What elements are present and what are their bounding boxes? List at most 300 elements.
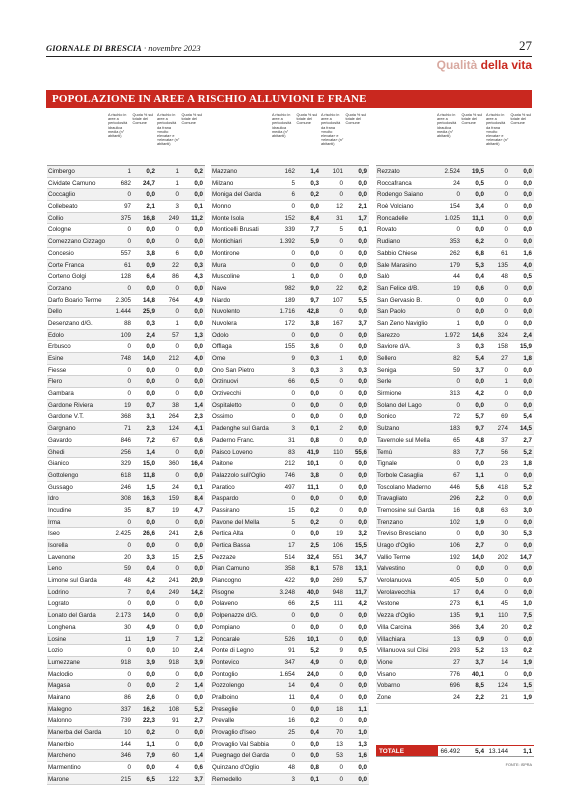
comune-name: Zone: [377, 693, 392, 701]
residents-landslide: 0: [504, 401, 508, 409]
share-flood: 3,9: [146, 658, 155, 666]
share-landslide: 0,5: [523, 273, 532, 281]
share-landslide: 2,7: [523, 436, 532, 444]
total-label: TOTALE: [376, 746, 438, 756]
residents-flood: 347: [284, 658, 295, 666]
residents-flood: 846: [120, 436, 131, 444]
share-flood: 7,9: [146, 752, 155, 760]
share-landslide: 5,2: [523, 448, 532, 456]
residents-flood: 1: [456, 319, 460, 327]
share-landslide: 0,0: [358, 249, 367, 257]
share-landslide: 0,0: [523, 238, 532, 246]
share-landslide: 0,0: [358, 471, 367, 479]
residents-landslide: 264: [168, 413, 179, 421]
comune-name: Paspardo: [212, 495, 239, 503]
share-flood: 40,1: [471, 670, 484, 678]
table-row: [211, 762, 369, 774]
share-flood: 0,0: [310, 390, 319, 398]
comune-name: Lograto: [48, 600, 69, 608]
share-flood: 0,3: [310, 366, 319, 374]
share-flood: 2,7: [475, 542, 484, 549]
residents-landslide: 0: [175, 191, 179, 199]
comune-name: Flero: [48, 378, 63, 386]
comune-name: Polpenazze d/G.: [212, 612, 258, 620]
comune-name: Marmentino: [48, 764, 81, 772]
residents-flood: 24: [453, 179, 460, 187]
residents-flood: 1.392: [279, 238, 295, 246]
share-flood: 0,8: [310, 764, 319, 772]
residents-flood: 5: [291, 518, 295, 526]
residents-flood: 48: [288, 764, 295, 772]
share-landslide: 0,0: [523, 401, 532, 409]
residents-flood: 44: [453, 273, 460, 281]
table-row: [211, 388, 369, 400]
share-flood: 5,2: [475, 647, 484, 655]
table-row: [47, 435, 205, 447]
share-landslide: 0,0: [523, 168, 532, 175]
residents-flood: 0: [291, 623, 295, 631]
share-flood: 3,7: [475, 658, 484, 666]
newspaper-name: GIORNALE DI BRESCIA: [46, 43, 142, 53]
table-row: [376, 283, 534, 295]
share-landslide: 0,0: [194, 600, 203, 608]
share-landslide: 1,2: [194, 635, 203, 643]
share-landslide: 0,0: [194, 191, 203, 199]
share-flood: 2,6: [146, 693, 155, 701]
share-flood: 0,0: [146, 238, 155, 246]
share-flood: 2,2: [475, 693, 484, 701]
residents-flood: 162: [284, 168, 295, 175]
comune-name: Gardone V.T.: [48, 413, 84, 421]
comune-name: Lonato del Garda: [48, 612, 96, 620]
table-row: [211, 213, 369, 225]
comune-name: Iseo: [48, 530, 60, 538]
table-row: [376, 575, 534, 587]
comune-name: Passirano: [212, 506, 240, 514]
share-flood: 8,4: [310, 214, 319, 222]
share-landslide: 1,6: [358, 752, 367, 760]
share-landslide: 0,0: [358, 191, 367, 199]
residents-flood: 1.654: [279, 670, 295, 678]
residents-flood: 514: [284, 553, 295, 561]
table-row: [211, 260, 369, 272]
comune-name: Marcheno: [48, 752, 76, 760]
residents-landslide: 21: [501, 693, 508, 701]
table-row: [211, 178, 369, 190]
share-landslide: 0,0: [523, 308, 532, 316]
table-row: [376, 166, 534, 178]
share-landslide: 0,0: [194, 565, 203, 573]
share-flood: 0,0: [310, 261, 319, 269]
comune-name: Tavernole sul Mella: [377, 436, 430, 444]
table-row: [47, 178, 205, 190]
residents-landslide: 0: [175, 565, 179, 573]
share-flood: 0,9: [475, 635, 484, 643]
comune-name: Manerbio: [48, 740, 74, 748]
comune-name: Preseglie: [212, 705, 238, 713]
table-row: [211, 330, 369, 342]
residents-landslide: 0: [175, 390, 179, 398]
comune-name: Edolo: [48, 331, 64, 339]
comune-name: Verolavecchia: [377, 588, 416, 596]
comune-name: Sarezzo: [377, 331, 400, 339]
share-landslide: 0,6: [194, 436, 203, 444]
table-row: [47, 295, 205, 307]
table-row: [47, 692, 205, 704]
share-flood: 0,0: [475, 308, 484, 316]
share-flood: 0,0: [475, 319, 484, 327]
table-row: [47, 306, 205, 318]
residents-flood: 0: [291, 530, 295, 538]
share-flood: 14,0: [471, 553, 484, 561]
comune-name: Pertica Alta: [212, 530, 244, 538]
share-landslide: 0,0: [194, 729, 203, 736]
comune-name: Puegnago del Garda: [212, 752, 270, 760]
share-flood: 0,2: [146, 729, 155, 736]
share-flood: 0,6: [475, 284, 484, 292]
share-landslide: 0,0: [194, 179, 203, 187]
table-row: [211, 669, 369, 681]
table-row: [211, 423, 369, 435]
residents-flood: 215: [120, 775, 131, 783]
residents-flood: 0: [456, 308, 460, 316]
share-landslide: 4,1: [194, 425, 203, 433]
share-landslide: 5,2: [523, 483, 532, 491]
table-row: [376, 692, 534, 704]
residents-flood: 1.716: [279, 308, 295, 316]
comune-name: Incudine: [48, 506, 72, 514]
comune-name: Provaglio d'Iseo: [212, 729, 256, 736]
table-row: [47, 645, 205, 657]
residents-flood: 189: [284, 296, 295, 304]
residents-flood: 0: [456, 226, 460, 234]
comune-name: Serle: [377, 378, 392, 386]
residents-flood: 88: [124, 319, 131, 327]
table-row: [47, 330, 205, 342]
comune-name: Monno: [212, 203, 231, 211]
comune-name: Mura: [212, 261, 227, 269]
share-flood: 6,4: [146, 273, 155, 281]
table-row: [376, 411, 534, 423]
comune-name: Rovato: [377, 226, 397, 234]
residents-flood: 3: [291, 425, 295, 433]
share-landslide: 0,0: [358, 670, 367, 678]
residents-landslide: 948: [332, 588, 343, 596]
share-flood: 11,1: [472, 214, 484, 222]
share-landslide: 0,0: [194, 284, 203, 292]
residents-landslide: 0: [339, 343, 343, 351]
share-landslide: 0,0: [523, 179, 532, 187]
share-landslide: 4,3: [194, 273, 203, 281]
share-landslide: 0,0: [358, 483, 367, 491]
residents-landslide: 0: [504, 191, 508, 199]
comune-name: Corte Franca: [48, 261, 85, 269]
table-row: [376, 224, 534, 236]
table-row: [47, 598, 205, 610]
residents-flood: 179: [449, 261, 460, 269]
share-landslide: 0,0: [194, 693, 203, 701]
table-row: [376, 388, 534, 400]
comune-name: Fiesse: [48, 366, 67, 374]
share-landslide: 0,0: [523, 565, 532, 573]
comune-name: Roncadelle: [377, 214, 408, 222]
share-landslide: 0,0: [194, 366, 203, 374]
residents-landslide: 212: [168, 355, 179, 362]
table-row: [47, 376, 205, 388]
share-landslide: 0,0: [358, 717, 367, 725]
share-landslide: 0,1: [194, 483, 203, 491]
residents-landslide: 13: [336, 740, 343, 748]
share-flood: 0,3: [146, 319, 155, 327]
share-flood: 24,0: [306, 670, 319, 678]
comune-name: Malegno: [48, 705, 72, 713]
residents-landslide: 0: [504, 565, 508, 573]
residents-flood: 7: [127, 588, 131, 596]
comune-name: Villachiara: [377, 635, 406, 643]
residents-flood: 19: [124, 401, 131, 409]
share-landslide: 0,0: [358, 179, 367, 187]
residents-landslide: 45: [501, 600, 508, 608]
residents-flood: 2.425: [115, 530, 131, 538]
table-row: [47, 411, 205, 423]
share-landslide: 0,0: [358, 308, 367, 316]
table-row: [211, 704, 369, 716]
share-flood: 0,0: [146, 390, 155, 398]
residents-landslide: 0: [504, 542, 508, 549]
share-landslide: 0,0: [523, 670, 532, 678]
share-flood: 0,2: [310, 717, 319, 725]
comune-name: Toscolano Maderno: [377, 483, 432, 491]
residents-landslide: 0: [504, 518, 508, 526]
table-row: [211, 318, 369, 330]
total-d: 1,1: [523, 748, 532, 755]
share-flood: 0,0: [310, 705, 319, 713]
share-flood: 3,3: [146, 553, 155, 561]
share-landslide: 1,8: [523, 355, 532, 362]
comune-name: Erbusco: [48, 343, 71, 351]
share-flood: 1,4: [146, 448, 155, 456]
residents-flood: 0: [127, 682, 131, 690]
residents-flood: 5: [291, 179, 295, 187]
share-landslide: 0,0: [194, 343, 203, 351]
share-landslide: 2,4: [523, 331, 532, 339]
comune-name: Pisogne: [212, 588, 235, 596]
share-flood: 9,7: [310, 296, 319, 304]
share-flood: 0,4: [310, 729, 319, 736]
comune-name: Roccafranca: [377, 179, 412, 187]
residents-landslide: 0: [339, 331, 343, 339]
comune-name: Rudiano: [377, 238, 401, 246]
residents-flood: 982: [284, 284, 295, 292]
share-flood: 1,9: [146, 635, 155, 643]
share-flood: 0,0: [310, 203, 319, 211]
share-flood: 5,0: [475, 577, 484, 585]
residents-landslide: 1: [175, 179, 179, 187]
table-row: [211, 750, 369, 762]
residents-landslide: 3: [339, 366, 343, 374]
residents-flood: 497: [284, 483, 295, 491]
residents-landslide: 19: [336, 530, 343, 538]
residents-flood: 0: [291, 203, 295, 211]
residents-flood: 3: [456, 343, 460, 351]
share-flood: 10,1: [306, 635, 319, 643]
residents-landslide: 20: [501, 623, 508, 631]
share-landslide: 0,0: [194, 238, 203, 246]
residents-flood: 0: [127, 191, 131, 199]
comune-name: San Paolo: [377, 308, 406, 316]
residents-flood: 918: [120, 658, 131, 666]
residents-flood: 337: [120, 705, 131, 713]
residents-flood: 0: [127, 343, 131, 351]
share-landslide: 0,0: [358, 764, 367, 772]
table-row: [376, 295, 534, 307]
share-landslide: 5,7: [358, 577, 367, 585]
share-landslide: 1,0: [523, 600, 532, 608]
table-row: [211, 552, 369, 564]
share-flood: 2,5: [310, 600, 319, 608]
share-landslide: 0,0: [358, 658, 367, 666]
share-landslide: 4,0: [194, 355, 203, 362]
comune-name: Offlaga: [212, 343, 232, 351]
share-landslide: 1,4: [194, 401, 203, 409]
residents-flood: 128: [120, 273, 131, 281]
table-row: [211, 482, 369, 494]
residents-landslide: 0: [339, 518, 343, 526]
table-row: [47, 201, 205, 213]
residents-flood: 6: [291, 191, 295, 199]
residents-landslide: 0: [339, 635, 343, 643]
comune-name: Manerba del Garda: [48, 729, 102, 736]
residents-flood: 1.972: [444, 331, 460, 339]
residents-flood: 109: [120, 331, 131, 339]
residents-landslide: 0: [175, 600, 179, 608]
residents-landslide: 0: [339, 413, 343, 421]
table-row: [376, 400, 534, 412]
comune-name: Lavenone: [48, 553, 76, 561]
share-flood: 5,3: [475, 261, 484, 269]
share-flood: 2,2: [475, 495, 484, 503]
share-landslide: 0,0: [523, 284, 532, 292]
share-landslide: 0,5: [358, 647, 367, 655]
share-landslide: 15,9: [519, 343, 532, 351]
residents-flood: 67: [453, 471, 460, 479]
residents-landslide: 0: [339, 273, 343, 281]
share-landslide: 1,1: [358, 705, 367, 713]
residents-landslide: 0: [339, 693, 343, 701]
share-flood: 0,0: [475, 378, 484, 386]
residents-flood: 59: [124, 565, 131, 573]
share-landslide: 0,0: [523, 588, 532, 596]
table-row: [211, 248, 369, 260]
residents-landslide: 23: [501, 460, 508, 468]
residents-landslide: 0: [504, 308, 508, 316]
table-row: [47, 517, 205, 529]
residents-landslide: 110: [333, 448, 343, 456]
share-landslide: 0,0: [358, 425, 367, 433]
table-row: [211, 505, 369, 517]
residents-landslide: 202: [497, 553, 508, 561]
share-landslide: 0,0: [358, 273, 367, 281]
residents-landslide: 0: [339, 623, 343, 631]
share-landslide: 0,2: [523, 647, 532, 655]
column-header: Quota % sul totale del Comune: [181, 113, 203, 126]
residents-landslide: 12: [336, 203, 343, 211]
table-row: [211, 528, 369, 540]
table-row: [47, 575, 205, 587]
comune-name: Gussago: [48, 483, 73, 491]
residents-flood: 366: [449, 623, 460, 631]
comune-name: Tremosine sul Garda: [377, 506, 435, 514]
residents-landslide: 0: [175, 612, 179, 620]
residents-flood: 1.025: [444, 214, 460, 222]
residents-landslide: 0: [339, 401, 343, 409]
section-title-a: Qualità: [436, 58, 478, 72]
table-row: [376, 271, 534, 283]
comune-name: Sale Marasino: [377, 261, 417, 269]
comune-name: Darfo Boario Terme: [48, 296, 102, 304]
comune-name: Marone: [48, 775, 69, 783]
residents-landslide: 0: [504, 670, 508, 678]
table-row: [47, 236, 205, 248]
residents-landslide: 0: [339, 249, 343, 257]
share-landslide: 0,0: [358, 331, 367, 339]
share-landslide: 4,9: [194, 296, 203, 304]
residents-flood: 273: [449, 600, 460, 608]
share-landslide: 0,0: [358, 495, 367, 503]
residents-flood: 0: [291, 249, 295, 257]
residents-flood: 152: [284, 214, 295, 222]
share-landslide: 3,7: [194, 775, 203, 783]
share-flood: 0,7: [146, 401, 155, 409]
table-row: [376, 248, 534, 260]
share-flood: 0,0: [310, 413, 319, 421]
residents-landslide: 0: [339, 191, 343, 199]
residents-flood: 375: [120, 214, 131, 222]
table-row: [47, 260, 205, 272]
share-landslide: 0,0: [358, 343, 367, 351]
residents-flood: 0: [291, 413, 295, 421]
comune-name: Temù: [377, 448, 393, 456]
share-landslide: 0,0: [523, 518, 532, 526]
residents-landslide: 0: [339, 238, 343, 246]
share-flood: 3,8: [310, 319, 319, 327]
residents-landslide: 0: [339, 436, 343, 444]
comune-name: Ghedi: [48, 448, 65, 456]
comune-name: Vezza d'Oglio: [377, 612, 415, 620]
share-landslide: 0,0: [358, 506, 367, 514]
comune-name: Nuvolera: [212, 319, 237, 327]
table-row: [47, 458, 205, 470]
masthead: [46, 43, 201, 53]
residents-landslide: 0: [339, 378, 343, 386]
table-row: [211, 295, 369, 307]
residents-flood: 422: [284, 577, 295, 585]
residents-landslide: 0: [504, 203, 508, 211]
table-row: [211, 587, 369, 599]
share-landslide: 0,0: [358, 390, 367, 398]
table-row: [376, 540, 534, 552]
comune-name: Orzivecchi: [212, 390, 241, 398]
comune-name: Leno: [48, 565, 62, 573]
share-flood: 9,0: [310, 577, 319, 585]
share-landslide: 0,0: [523, 635, 532, 643]
share-landslide: 0,0: [523, 378, 532, 386]
residents-landslide: 70: [336, 729, 343, 736]
residents-landslide: 249: [168, 214, 179, 222]
column-header: Quota % sul totale del Comune: [510, 113, 532, 126]
residents-landslide: 0: [339, 179, 343, 187]
residents-landslide: 48: [501, 273, 508, 281]
